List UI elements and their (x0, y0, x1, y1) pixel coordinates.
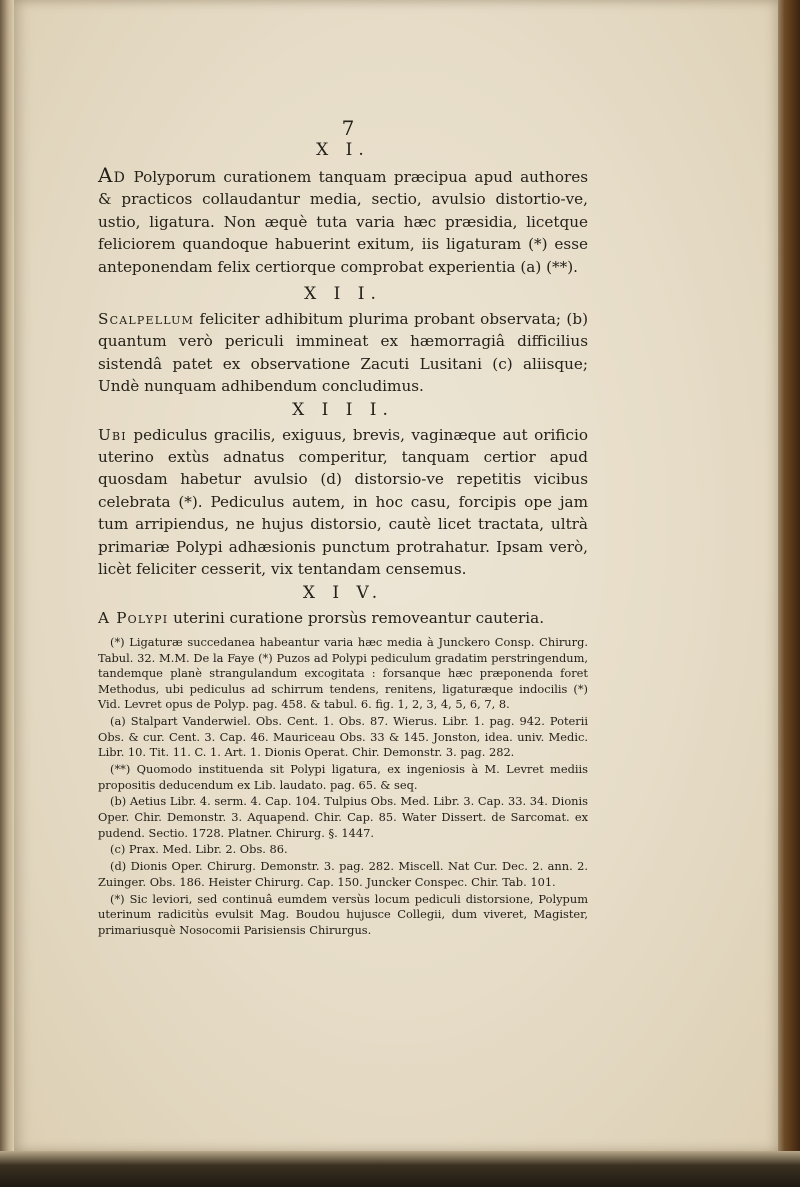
section-heading-xiii: X I I I. (292, 399, 394, 420)
footnote: (*) Sic leviori, sed continuâ eumdem versùs locum pediculi distorsione, Polypum uterinum radicitùs evulsit Mag. Boudou hujusce Collegii, dum viveret, Magister, primariusquè Nosocomii Parisiensis Chirurgus. (98, 891, 588, 937)
page-number: 7 (341, 116, 355, 140)
section-heading-xiv: X I V. (302, 582, 384, 603)
section-lead-word: Scalpellum (98, 310, 195, 329)
section-paragraph-xii (98, 308, 588, 398)
section-paragraph-xi (98, 164, 588, 278)
section-heading-xi: X I. (316, 140, 370, 160)
text-block (98, 118, 588, 940)
book-edge-right (778, 0, 800, 1187)
footnote: (c) Prax. Med. Libr. 2. Obs. 86. (110, 842, 288, 857)
printed-page (14, 0, 778, 1152)
footnote: (*) Ligaturæ succedanea habeantur varia hæc media à Junckero Consp. Chirurg. Tabul. 32. M.M. De la Faye (*) Puzos ad Polypi pediculum gradatim perstringendum, tandemque planè strangulandum excogitata : forsanque hæc præponenda foret Methodus, ubi pediculus ad schirrum tendens, renitens, ligaturæque indocilis (*) Vid. Levret opus de Polyp. pag. 458. & tabul. 6. fig. 1, 2, 3, 4, 5, 6, 7, 8. (98, 634, 588, 712)
section-lead-word: A Polypi (98, 608, 169, 627)
section-paragraph-xiv (98, 607, 588, 629)
footnote: (d) Dionis Oper. Chirurg. Demonstr. 3. pag. 282. Miscell. Nat Cur. Dec. 2. ann. 2. Zuinger. Obs. 186. Heister Chirurg. Cap. 150. Juncker Conspec. Chir. Tab. 101. (98, 859, 588, 889)
section-paragraph-xiii (98, 424, 588, 581)
section-body-text: feliciter adhibitum plurima probant observata; (b) quantum verò periculi immineat ex hæmorragiâ difficilius sistendâ patet ex observatione Zacuti Lusitani (c) aliisque; Undè nunquam adhibendum concludimus. (98, 310, 588, 396)
section-lead-word: Ubi (98, 425, 127, 444)
book-edge-left (0, 0, 14, 1187)
section-lead-word: Ad (98, 163, 127, 187)
section-heading-xii: X I I. (304, 284, 382, 305)
footnote: (**) Quomodo instituenda sit Polypi ligatura, ex ingeniosis à M. Levret mediis propositis deducendum ex Lib. laudato. pag. 65. & seq. (98, 762, 588, 792)
section-body-text: pediculus gracilis, exiguus, brevis, vaginæque aut orificio uterino extùs adnatus comperitur, tanquam certior apud quosdam habetur avulsio (d) distorsio-ve repetitis vicibus celebrata (*). Pediculus autem, in hoc casu, forcipis ope jam tum arripiendus, ne hujus distorsio, cautè licet tractata, ultrà primariæ Polypi adhæsionis punctum protrahatur. Ipsam verò, licèt feliciter cesserit, vix tentandam censemus. (98, 425, 588, 579)
footnote: (a) Stalpart Vanderwiel. Obs. Cent. 1. Obs. 87. Wierus. Libr. 1. pag. 942. Poterii Obs. & cur. Cent. 3. Cap. 46. Mauriceau Obs. 33 & 145. Jonston, idea. univ. Medic. Libr. 10. Tit. 11. C. 1. Art. 1. Dionis Operat. Chir. Demonstr. 3. pag. 282. (98, 714, 588, 760)
section-body-text: uterini curatione prorsùs removeantur cauteria. (173, 608, 545, 627)
footnote: (b) Aetius Libr. 4. serm. 4. Cap. 104. Tulpius Obs. Med. Libr. 3. Cap. 33. 34. Dionis Oper. Chir. Demonstr. 3. Aquapend. Chir. Cap. 85. Water Dissert. de Sarcomat. ex pudend. Sectio. 1728. Platner. Chirurg. §. 1447. (98, 794, 588, 840)
section-body-text: Polyporum curationem tanquam præcipua apud authores & practicos collaudantur media, sectio, avulsio distortio-ve, ustio, ligatura. Non æquè tuta varia hæc præsidia, licetque feliciorem quandoque habuerint exitum, iis ligaturam (*) esse anteponendam felix certiorque comprobat experientia (a) (**). (98, 168, 589, 276)
book-edge-bottom (0, 1151, 800, 1187)
footnotes (98, 635, 588, 938)
